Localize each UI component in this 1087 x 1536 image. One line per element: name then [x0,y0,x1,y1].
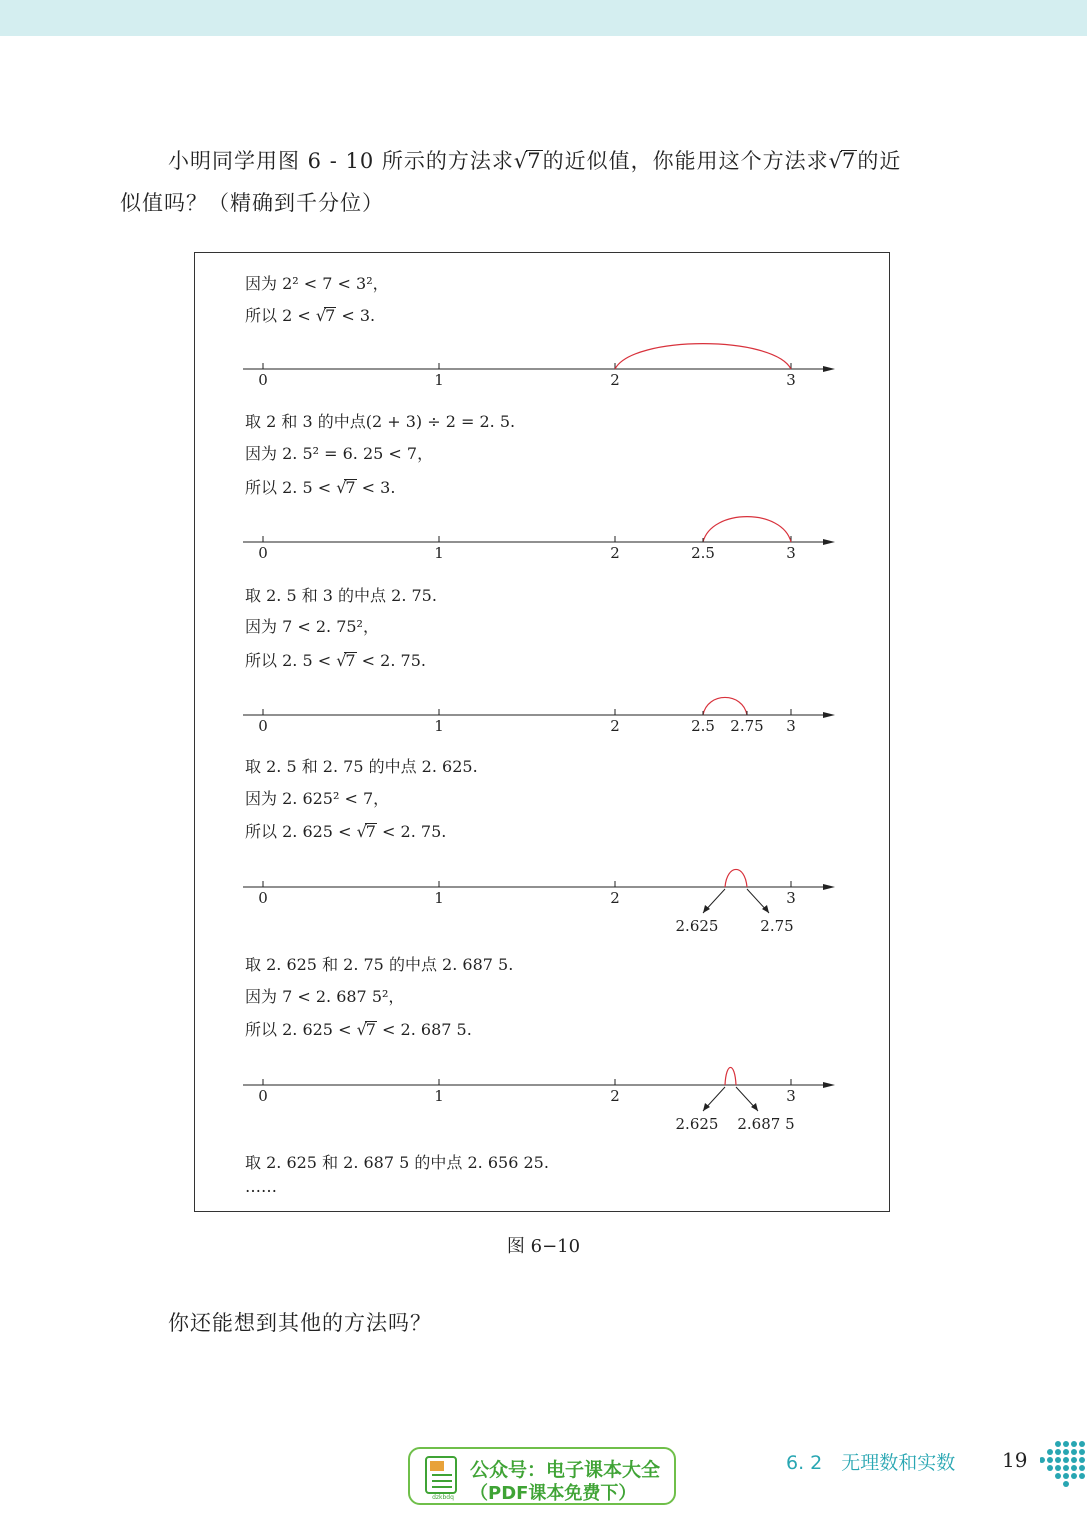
number-line-svg [243,506,843,586]
tick-label: 3 [786,717,796,735]
tick-label: 1 [434,371,444,389]
step-text-part: < 2. 75. [356,651,426,670]
step-text: 取 2. 625 和 2. 687 5 的中点 2. 656 25. [245,1153,549,1172]
step-text: 因为 7 < 2. 687 5²， [245,987,405,1006]
tick-label: 1 [434,717,444,735]
badge-line2: （PDF课本免费下） [470,1483,637,1504]
radical-7: 7 [365,1020,376,1039]
step-text-part: < 3. [336,306,376,325]
step-text: 因为 2. 5² = 6. 25 < 7， [245,444,434,463]
interval-arc [615,344,791,369]
page-number: 19 [1002,1448,1028,1472]
number-line-svg [243,679,843,759]
step-text-part: 所以 2. 5 < [245,478,337,497]
step-text: 所以 2. 5 < √7 < 3. [245,478,396,497]
step-text: 所以 2. 625 < √7 < 2. 687 5. [245,1020,472,1039]
step-text: 取 2 和 3 的中点(2 + 3) ÷ 2 = 2. 5. [245,412,516,431]
book-icon [424,1455,462,1501]
step-text: 所以 2. 625 < √7 < 2. 75. [245,822,447,841]
intro-part1: 小明同学用图 6 - 10 所示的方法求 [168,149,514,173]
intro-part2: 的近似值，你能用这个方法求 [542,149,829,173]
tick-label: 1 [434,544,444,562]
tick-label: 2 [610,1087,620,1105]
tick-label: 0 [258,717,268,735]
intro-line2: 似值吗？（精确到千分位） [120,191,384,215]
point-label: 2.625 [675,917,719,935]
radical-7: 7 [365,822,376,841]
point-label: 2.5 [691,544,715,562]
step-text-part: 所以 2 < [245,306,316,325]
radical-7: 7 [325,306,336,325]
badge-line1: 公众号：电子课本大全 [470,1459,661,1481]
tick-label: 2 [610,717,620,735]
number-line-svg [243,851,843,935]
number-line [243,333,839,393]
radical-7: 7 [345,651,356,670]
step-text-part: 所以 2. 625 < [245,1020,357,1039]
interval-arc [703,517,791,542]
ellipsis: …… [245,1177,277,1196]
wechat-badge [408,1447,676,1505]
figure-box [194,252,890,1212]
point-label: 2.625 [675,1115,719,1133]
interval-arc [703,697,747,715]
radical-7: 7 [842,149,857,173]
interval-arc [725,1067,736,1085]
axis-arrow [823,366,835,372]
tick-label: 3 [786,1087,796,1105]
question-text: 你还能想到其他的方法吗？ [168,1311,432,1335]
axis-arrow [823,712,835,718]
step-text: 所以 2 < √7 < 3. [245,306,376,325]
step-text-part: 所以 2. 5 < [245,651,337,670]
point-label: 2.75 [760,917,794,935]
axis-arrow [823,539,835,545]
interval-arc [725,869,747,887]
step-text: 取 2. 5 和 2. 75 的中点 2. 625. [245,757,478,776]
tick-label: 1 [434,1087,444,1105]
axis-arrow [823,884,835,890]
intro-part3: 的近 [857,149,902,173]
number-line-svg [243,333,843,413]
step-text: 因为 7 < 2. 75²， [245,617,379,636]
step-text-part: < 2. 75. [376,822,447,841]
number-line [243,679,839,739]
step-text: 取 2. 5 和 3 的中点 2. 75. [245,586,437,605]
number-line [243,851,839,935]
step-text-part: < 3. [356,478,396,497]
tick-label: 2 [610,544,620,562]
tick-label: 3 [786,889,796,907]
dots-decoration-icon [1040,1438,1086,1492]
step-text: 因为 2² < 7 < 3²， [245,274,389,293]
radical-7: 7 [345,478,356,497]
tick-label: 0 [258,889,268,907]
tick-label: 2 [610,889,620,907]
step-text-part: < 2. 687 5. [376,1020,472,1039]
tick-label: 0 [258,1087,268,1105]
axis-arrow [823,1082,835,1088]
radical-7: 7 [527,149,542,173]
point-label: 2.75 [730,717,764,735]
number-line-svg [243,1049,843,1133]
tick-label: 1 [434,889,444,907]
figure-caption: 图 6−10 [506,1236,581,1257]
top-band [0,0,1087,36]
section-title: 6. 2 无理数和实数 [786,1452,956,1474]
step-text: 所以 2. 5 < √7 < 2. 75. [245,651,426,670]
tick-label: 3 [786,544,796,562]
tick-label: 0 [258,371,268,389]
number-line [243,506,839,566]
point-label: 2.5 [691,717,715,735]
intro-paragraph: 小明同学用图 6 - 10 所示的方法求√7的近似值，你能用这个方法求√7的近 似值吗？（精确到千分位） [120,149,902,215]
step-text: 因为 2. 625² < 7， [245,789,390,808]
tick-label: 0 [258,544,268,562]
step-text-part: 所以 2. 625 < [245,822,357,841]
tick-label: 3 [786,371,796,389]
step-text: 取 2. 625 和 2. 75 的中点 2. 687 5. [245,955,514,974]
tick-label: 2 [610,371,620,389]
badge-icon-text: dzkbdq [432,1494,454,1501]
number-line [243,1049,839,1133]
point-label: 2.687 5 [737,1115,795,1133]
